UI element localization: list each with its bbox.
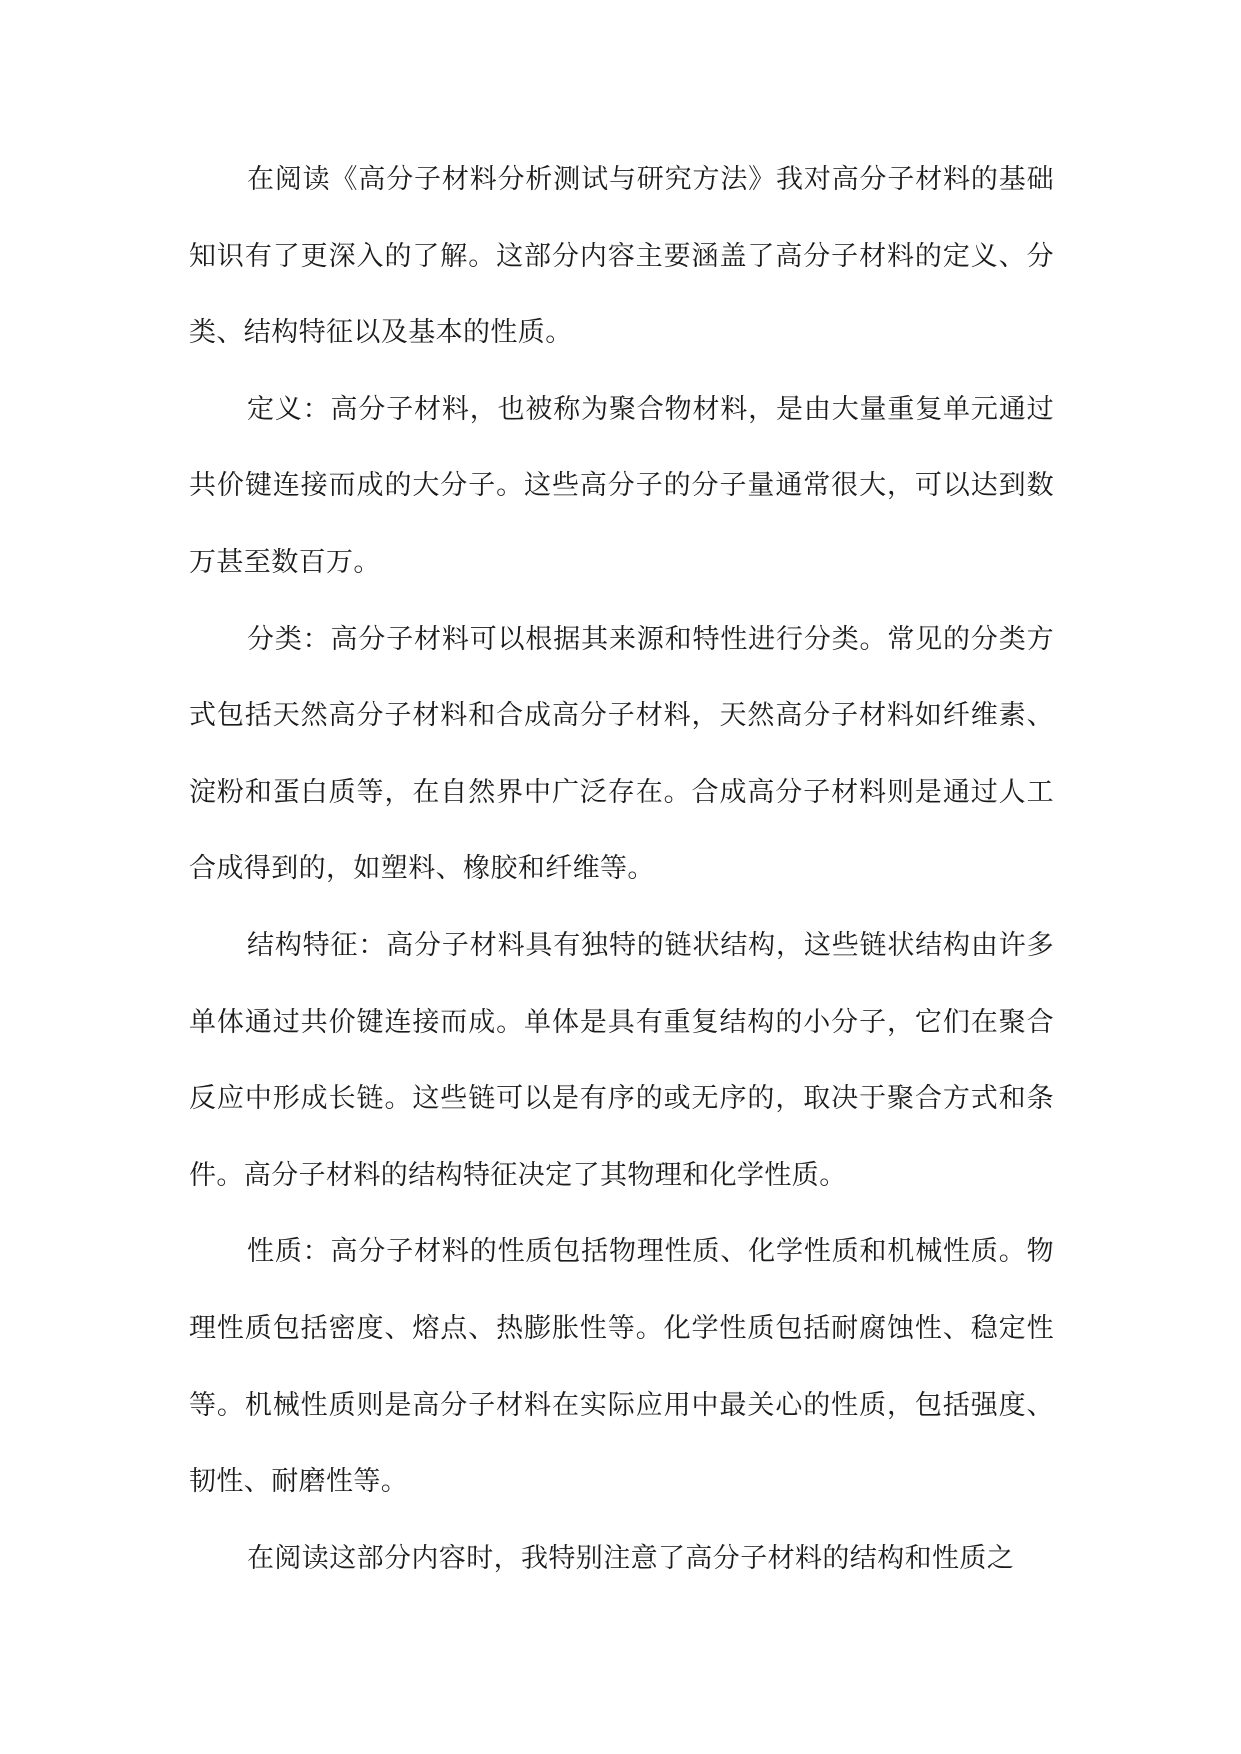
document-body — [189, 142, 1054, 1597]
paragraph-reflection: 在阅读这部分内容时，我特别注意了高分子材料的结构和性质之 — [247, 1542, 1015, 1574]
paragraph-classification: 分类：高分子材料可以根据其来源和特性进行分类。常见的分类方式包括天然高分子材料和合成高分子材料，天然高分子材料如纤维素、淀粉和蛋白质等，在自然界中广泛存在。合成高分子材料则是通过人工合成得到的，如塑料、橡胶和纤维等。 — [189, 623, 1054, 885]
paragraph-definition: 定义：高分子材料，也被称为聚合物材料，是由大量重复单元通过共价键连接而成的大分子。这些高分子的分子量通常很大，可以达到数万甚至数百万。 — [189, 393, 1054, 578]
paragraph-structure: 结构特征：高分子材料具有独特的链状结构，这些链状结构由许多单体通过共价键连接而成。单体是具有重复结构的小分子，它们在聚合反应中形成长链。这些链可以是有序的或无序的，取决于聚合方式和条件。高分子材料的结构特征决定了其物理和化学性质。 — [189, 929, 1054, 1191]
paragraph-intro: 在阅读《高分子材料分析测试与研究方法》我对高分子材料的基础知识有了更深入的了解。这部分内容主要涵盖了高分子材料的定义、分类、结构特征以及基本的性质。 — [189, 164, 1054, 349]
paragraph-properties: 性质：高分子材料的性质包括物理性质、化学性质和机械性质。物理性质包括密度、熔点、热膨胀性等。化学性质包括耐腐蚀性、稳定性等。机械性质则是高分子材料在实际应用中最关心的性质，包括强度、韧性、耐磨性等。 — [189, 1236, 1054, 1498]
